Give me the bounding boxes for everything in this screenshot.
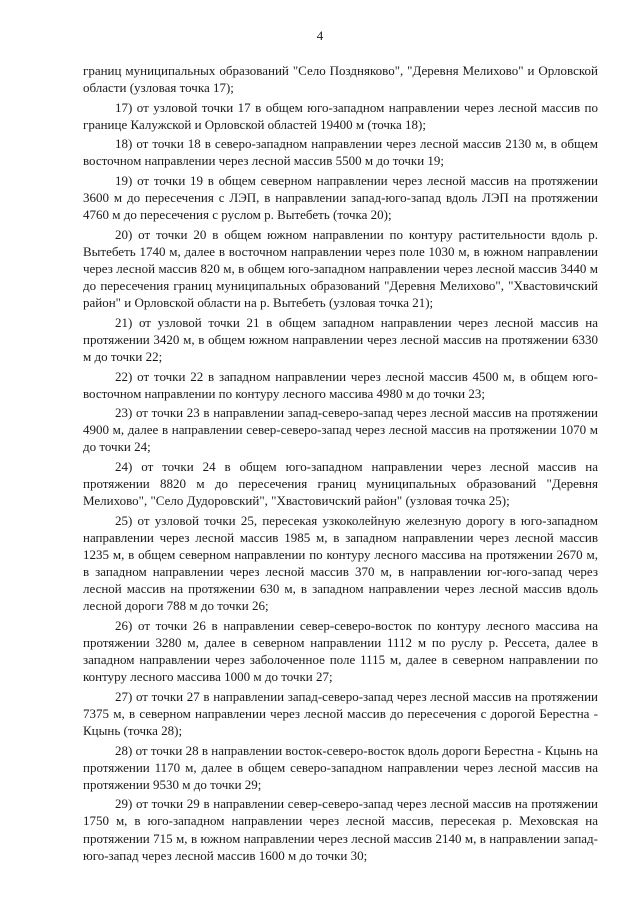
paragraph-24: 24) от точки 24 в общем юго-западном направлении через лесной массив на протяжении 8820 м до пересечения границ муниципальных образований "Деревня Мелихово", "Село Дудоровский", "Хвастовичский район" (узловая точка 25);	[83, 459, 598, 509]
page-number: 4	[316, 28, 324, 43]
paragraph-19: 19) от точки 19 в общем северном направлении через лесной массив на протяжении 3600 м до пересечения с ЛЭП, в направлении запад-юго-запад вдоль ЛЭП на протяжении 4760 м до пересечения с руслом р. Вытебеть (точка 20);	[83, 173, 598, 223]
paragraph-29: 29) от точки 29 в направлении север-северо-запад через лесной массив на протяжении 1750 м, в юго-западном направлении через лесной массив, пересекая р. Меховская на протяжении 715 м, в южном направлении через лесной массив 2140 м, в направлении запад-юго-запад через лесной массив 1600 м до точки 30;	[83, 796, 598, 863]
paragraph-27: 27) от точки 27 в направлении запад-северо-запад через лесной массив на протяжении 7375 м, в северном направлении через лесной массив до пересечения с дорогой Берестна - Кцынь (точка 28);	[83, 688, 598, 738]
paragraph-20: 20) от точки 20 в общем южном направлении по контуру растительности вдоль р. Вытебеть 1740 м, далее в восточном направлении через поле 1030 м, в южном направлении через лесной массив 820 м, в общем юго-западном направлении через лесной массив 3440 м до пересечения границ муниципальных образований "Деревня Мелихово", "Хвастовичский район" и Орловской области на р. Вытебеть (узловая точка 21);	[83, 226, 598, 311]
paragraph-23: 23) от точки 23 в направлении запад-северо-запад через лесной массив на протяжении 4900 м, далее в направлении север-северо-запад через лесной массив на протяжении 1070 м до точки 24;	[83, 405, 598, 455]
paragraph-17: 17) от узловой точки 17 в общем юго-западном направлении через лесной массив по границе Калужской и Орловской областей 19400 м (точка 18);	[83, 99, 598, 132]
paragraph-continuation: границ муниципальных образований "Село Поздняково", "Деревня Мелихово" и Орловской области (узловая точка 17);	[83, 63, 598, 96]
paragraph-18: 18) от точки 18 в северо-западном направлении через лесной массив 2130 м, в общем восточном направлении через лесной массив 5500 м до точки 19;	[83, 136, 598, 169]
paragraph-25: 25) от узловой точки 25, пересекая узкоколейную железную дорогу в юго-западном направлении через лесной массив 1985 м, в западном направлении через лесной массив 1235 м, в общем северном направлении по контуру лесного массива на протяжении 2670 м, в западном направлении через лесной массив 370 м, в направлении юг-юго-запад через лесной массив на протяжении 630 м, в западном направлении через лесной массив вдоль лесной дороги 788 м до точки 26;	[83, 512, 598, 614]
document-body	[83, 62, 598, 866]
paragraph-28: 28) от точки 28 в направлении восток-северо-восток вдоль дороги Берестна - Кцынь на протяжении 1170 м, далее в общем северо-западном направлении через лесной массив на протяжении 9530 м до точки 29;	[83, 742, 598, 792]
paragraph-26: 26) от точки 26 в направлении север-северо-восток по контуру лесного массива на протяжении 3280 м, далее в северном направлении 1112 м по руслу р. Рессета, далее в западном направлении через заболоченное поле 1115 м, далее в северном направлении по контуру лесного массива 1000 м до точки 27;	[83, 617, 598, 685]
paragraph-21: 21) от узловой точки 21 в общем западном направлении через лесной массив на протяжении 3420 м, в общем южном направлении через лесной массив на протяжении 6330 м до точки 22;	[83, 314, 598, 364]
paragraph-22: 22) от точки 22 в западном направлении через лесной массив 4500 м, в общем юго-восточном направлении по контуру лесного массива 4980 м до точки 23;	[83, 368, 598, 401]
